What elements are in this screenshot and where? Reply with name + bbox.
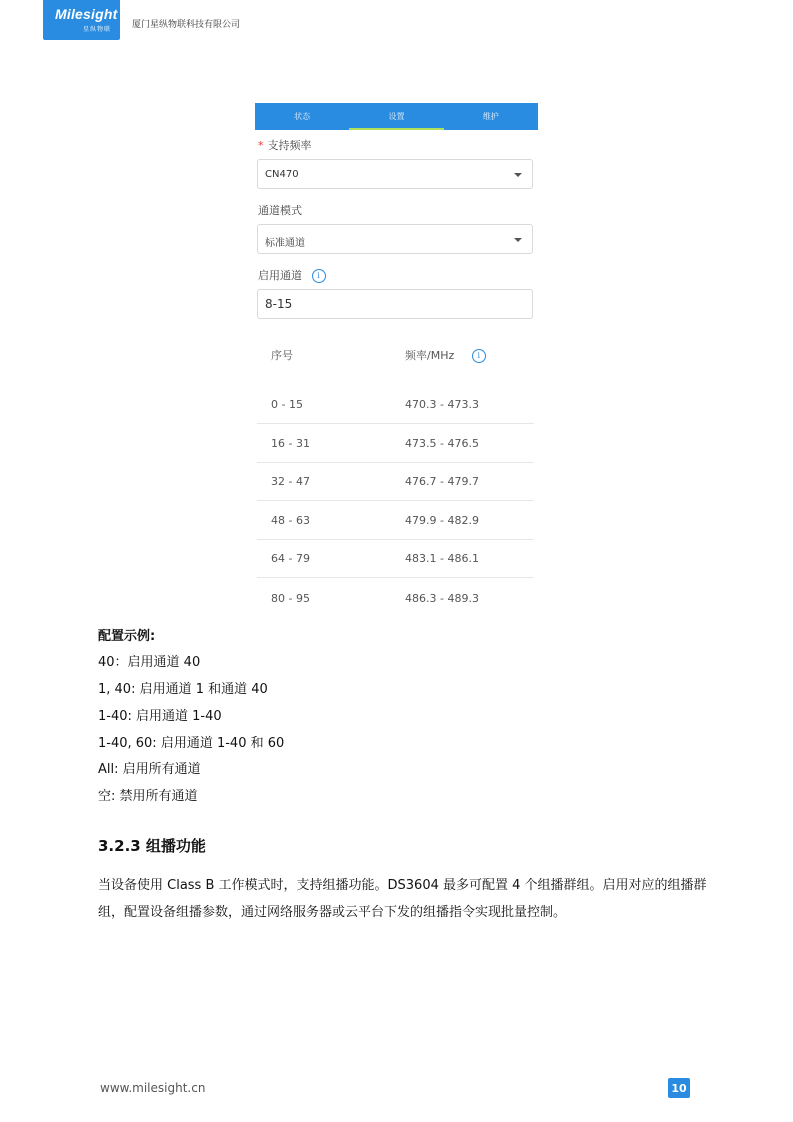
table-row	[257, 462, 534, 501]
enable-channel-input[interactable]	[257, 289, 533, 319]
table-header-index: 序号	[271, 349, 293, 362]
table-cell-frequency: 470.3 - 473.3	[405, 398, 479, 411]
table-header-frequency-text: 频率/MHz	[405, 349, 455, 362]
freq-label	[258, 137, 312, 153]
mode-select[interactable]	[257, 224, 533, 254]
info-icon[interactable]: i	[312, 269, 326, 283]
enable-label	[258, 267, 326, 283]
example-title: 配置示例:	[98, 629, 156, 644]
freq-select[interactable]	[257, 159, 533, 189]
settings-screenshot	[255, 103, 538, 605]
tab-bar	[255, 103, 538, 130]
table-row	[257, 579, 534, 617]
required-marker: *	[258, 139, 264, 152]
table-cell-frequency: 486.3 - 489.3	[405, 592, 479, 605]
section-paragraph: 当设备使用 Class B 工作模式时，支持组播功能。DS3604 最多可配置 4 个组播群组。启用对应的组播群组，配置设备组播参数，通过网络服务器或云平台下发的组播指令实现批量控制。	[98, 878, 707, 920]
freq-select-value: CN470	[265, 169, 299, 180]
chevron-down-icon	[514, 173, 522, 177]
mode-select-value: 标准通道	[265, 238, 305, 249]
table-cell-index: 80 - 95	[271, 592, 310, 605]
table-header-frequency	[405, 347, 486, 363]
enable-label-text: 启用通道	[258, 269, 302, 282]
table-cell-frequency: 483.1 - 486.1	[405, 552, 479, 565]
section-heading: 3.2.3 组播功能	[98, 837, 206, 855]
freq-label-text: 支持频率	[267, 139, 312, 152]
table-row	[257, 385, 534, 424]
tab-maintenance[interactable]: 维护	[482, 112, 499, 121]
logo-subtext: 星纵物联	[83, 26, 112, 33]
milesight-logo	[43, 0, 120, 40]
logo-text: Milesight	[55, 6, 118, 22]
table-cell-index: 64 - 79	[271, 552, 310, 565]
enable-channel-value: 8-15	[265, 297, 293, 311]
table-cell-index: 16 - 31	[271, 437, 310, 450]
info-icon[interactable]: i	[472, 349, 486, 363]
tab-settings[interactable]: 设置	[349, 103, 443, 130]
example-line: 1-40: 启用通道 1-40	[98, 709, 222, 724]
table-cell-frequency: 479.9 - 482.9	[405, 514, 479, 527]
footer-url[interactable]: www.milesight.cn	[100, 1081, 206, 1095]
table-cell-index: 0 - 15	[271, 398, 303, 411]
example-line: 1, 40: 启用通道 1 和通道 40	[98, 682, 268, 697]
table-row	[257, 424, 534, 463]
table-cell-frequency: 473.5 - 476.5	[405, 437, 479, 450]
page-number: 10	[668, 1078, 690, 1098]
chevron-down-icon	[514, 238, 522, 242]
mode-label: 通道模式	[258, 204, 302, 217]
tab-status[interactable]: 状态	[294, 112, 311, 121]
table-cell-index: 32 - 47	[271, 475, 310, 488]
table-row	[257, 501, 534, 540]
example-line: 40：启用通道 40	[98, 655, 201, 670]
example-line: 空: 禁用所有通道	[98, 789, 198, 804]
company-name: 厦门星纵物联科技有限公司	[132, 20, 241, 30]
table-row	[257, 539, 534, 578]
example-line: All: 启用所有通道	[98, 762, 201, 777]
example-line: 1-40, 60: 启用通道 1-40 和 60	[98, 736, 285, 751]
table-cell-frequency: 476.7 - 479.7	[405, 475, 479, 488]
table-cell-index: 48 - 63	[271, 514, 310, 527]
